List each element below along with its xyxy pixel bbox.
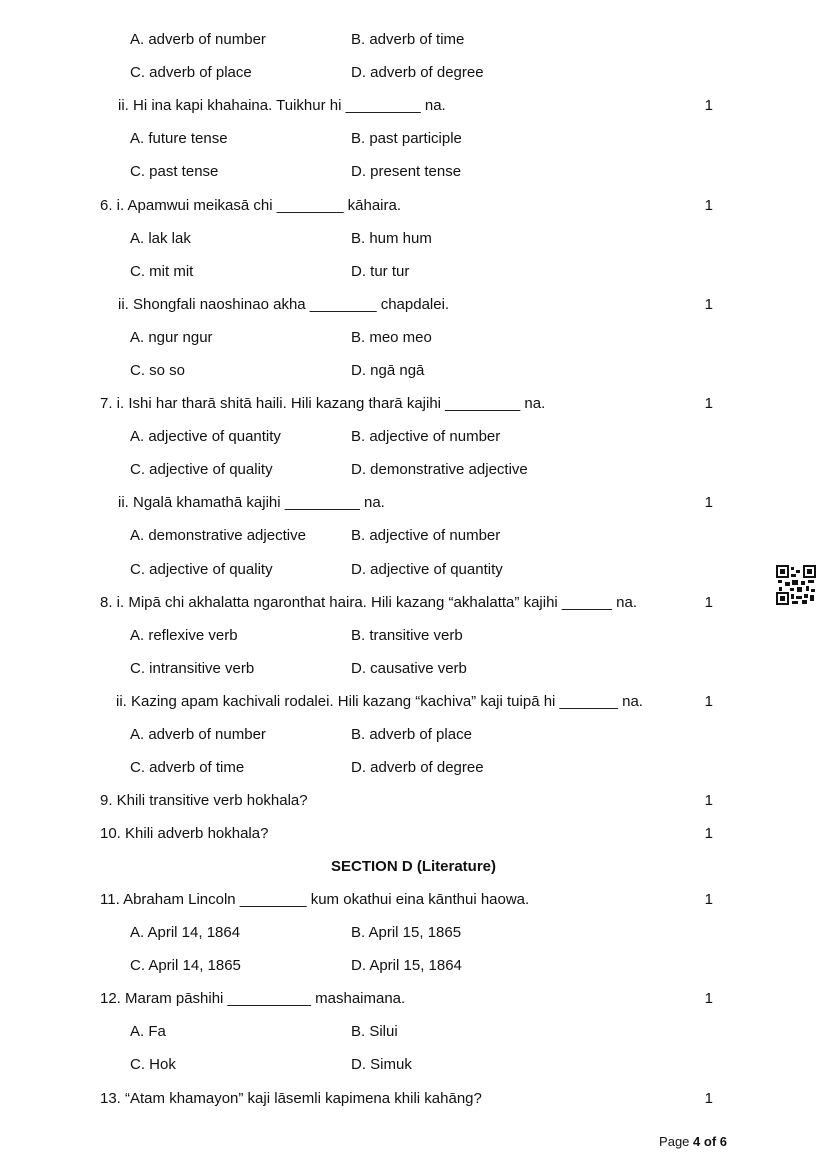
total-pages: 6 (719, 1134, 727, 1149)
question-text: 12. Maram pāshihi __________ mashaimana. (100, 990, 406, 1007)
question-marks: 1 (704, 1090, 713, 1107)
option-left: C. past tense (130, 163, 219, 180)
question-text: ii. Ngalā khamathā kajihi _________ na. (118, 494, 385, 511)
option-left: A. lak lak (130, 230, 191, 247)
question-marks: 1 (704, 594, 713, 611)
option-left: C. intransitive verb (130, 660, 255, 677)
question-text: ii. Hi ina kapi khahaina. Tuikhur hi _________ na. (118, 97, 446, 114)
question-marks: 1 (704, 296, 713, 313)
option-right: D. present tense (351, 163, 462, 180)
option-left: A. adverb of number (130, 31, 266, 48)
page-of: of (700, 1134, 720, 1149)
question-marks: 1 (704, 825, 713, 842)
section-heading: SECTION D (Literature) (330, 858, 496, 875)
option-right: B. adjective of number (351, 527, 501, 544)
option-right: B. meo meo (351, 329, 432, 346)
question-marks: 1 (704, 197, 713, 214)
option-left: A. demonstrative adjective (130, 527, 306, 544)
option-right: B. hum hum (351, 230, 432, 247)
option-right: D. adverb of degree (351, 759, 484, 776)
question-text: ii. Kazing apam kachivali rodalei. Hili kazang “kachiva” kaji tuipā hi _______ na. (116, 693, 643, 710)
question-text: 9. Khili transitive verb hokhala? (100, 792, 308, 809)
question-text: 7. i. Ishi har tharā shitā haili. Hili kazang tharā kajihi _________ na. (100, 395, 546, 412)
option-left: C. so so (130, 362, 186, 379)
question-marks: 1 (704, 891, 713, 908)
option-left: C. adverb of time (130, 759, 245, 776)
page-prefix: Page (659, 1134, 694, 1149)
qr-code-icon (776, 565, 816, 605)
option-left: A. ngur ngur (130, 329, 213, 346)
question-marks: 1 (704, 494, 713, 511)
option-left: A. future tense (130, 130, 228, 147)
question-text: 13. “Atam khamayon” kaji lāsemli kapimena khili kahāng? (100, 1090, 482, 1107)
option-right: D. tur tur (351, 263, 410, 280)
option-left: A. adverb of number (130, 726, 266, 743)
option-right: B. Silui (351, 1023, 398, 1040)
option-right: B. transitive verb (351, 627, 463, 644)
question-marks: 1 (704, 990, 713, 1007)
option-right: B. adverb of time (351, 31, 465, 48)
option-left: A. reflexive verb (130, 627, 238, 644)
question-marks: 1 (704, 792, 713, 809)
question-text: ii. Shongfali naoshinao akha ________ chapdalei. (118, 296, 450, 313)
option-right: B. adverb of place (351, 726, 472, 743)
option-right: D. causative verb (351, 660, 467, 677)
option-left: A. Fa (130, 1023, 166, 1040)
question-text: 10. Khili adverb hokhala? (100, 825, 269, 842)
option-right: D. adjective of quantity (351, 561, 503, 578)
question-marks: 1 (704, 97, 713, 114)
question-marks: 1 (704, 693, 713, 710)
option-left: C. April 14, 1865 (130, 957, 241, 974)
current-page: 4 (693, 1134, 701, 1149)
option-right: D. demonstrative adjective (351, 461, 528, 478)
option-left: C. adjective of quality (130, 461, 273, 478)
option-right: B. past participle (351, 130, 462, 147)
option-left: C. adverb of place (130, 64, 252, 81)
question-text: 6. i. Apamwui meikasā chi ________ kāhaira. (100, 197, 402, 214)
option-right: D. ngā ngā (351, 362, 425, 379)
option-right: D. Simuk (351, 1056, 412, 1073)
option-left: C. adjective of quality (130, 561, 273, 578)
option-right: D. April 15, 1864 (351, 957, 462, 974)
option-left: A. April 14, 1864 (130, 924, 241, 941)
question-text: 8. i. Mipā chi akhalatta ngaronthat haira. Hili kazang “akhalatta” kajihi ______ na. (100, 594, 637, 611)
option-left: C. mit mit (130, 263, 194, 280)
option-left: C. Hok (130, 1056, 176, 1073)
page-number (659, 1133, 727, 1151)
question-marks: 1 (704, 395, 713, 412)
option-right: B. April 15, 1865 (351, 924, 462, 941)
question-text: 11. Abraham Lincoln ________ kum okathui eina kānthui haowa. (100, 891, 530, 908)
option-left: A. adjective of quantity (130, 428, 281, 445)
option-right: B. adjective of number (351, 428, 501, 445)
option-right: D. adverb of degree (351, 64, 484, 81)
